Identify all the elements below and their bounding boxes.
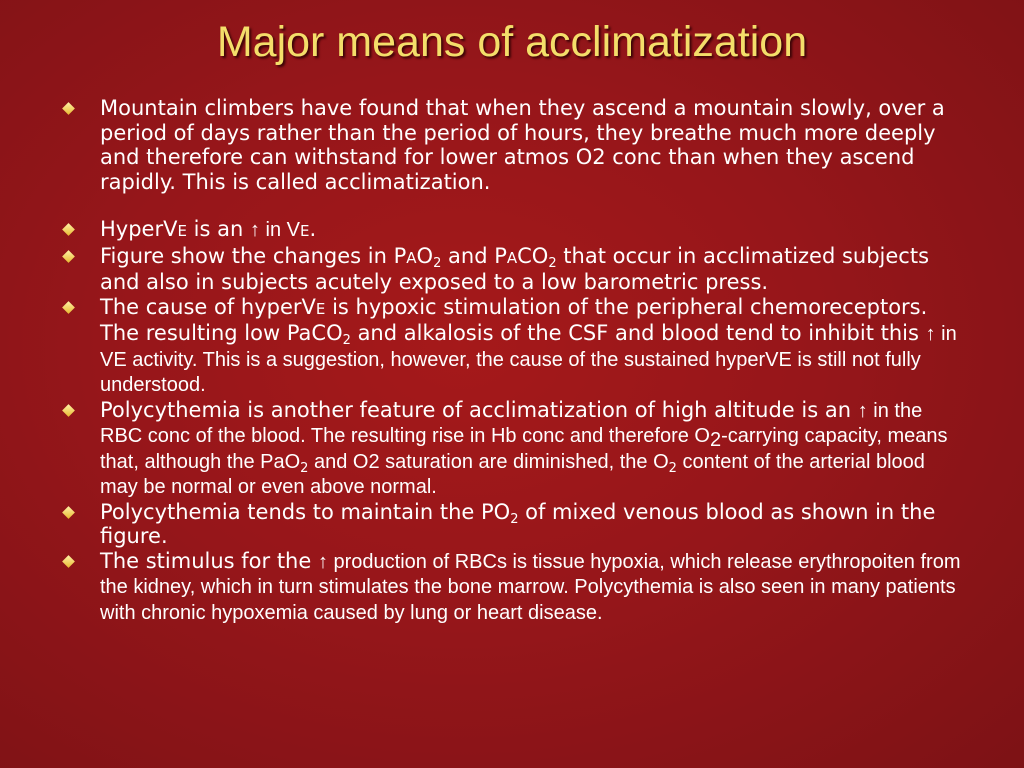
list-item: Figure show the changes in $PAO_2$ and $PACO_2$ that occur in acclimatized subjects and also in subjects acutely exposed to a low barometric press. [64,244,964,295]
list-item: Mountain climbers have found that when they ascend a mountain slowly, over a period of days rather than the period of hours, they breathe much more deeply and therefore can withstand for lower atmos O2 conc than when they ascend rapidly. This is called acclimatization. [64,96,964,194]
diamond-bullet-icon [62,102,75,115]
list-item: Polycythemia tends to maintain the $PO_2$ of mixed venous blood as shown in the figure. [64,500,964,549]
diamond-bullet-icon [62,223,75,236]
diamond-bullet-icon [62,555,75,568]
list-item: The cause of hyperVE is hypoxic stimulation of the peripheral chemoreceptors. The resulting low PaCO$_2$ and alkalosis of the CSF and blood tend to inhibit this ↑ in VE activity. This is a suggestion, however, the cause of the sustained hyperVE is still not fully understood. [64,295,964,398]
diamond-bullet-icon [62,301,75,314]
diamond-bullet-icon [62,506,75,519]
list-item: HyperVE is an ↑ in VE. [64,217,964,244]
slide-title: Major means of acclimatization [216,18,808,66]
list-item: Polycythemia is another feature of acclimatization of high altitude is an ↑ in the RBC conc of the blood. The resulting rise in Hb conc and therefore $O_2$-carrying capacity, means that, although the PaO$_2$ and O2 saturation are diminished, the $O_2$ content of the arterial blood may be normal or even above normal. [64,398,964,500]
list-item: The stimulus for the ↑ production of RBCs is tissue hypoxia, which release erythropoiten from the kidney, which in turn stimulates the bone marrow. Polycythemia is also seen in many patients with chronic hypoxemia caused by lung or heart disease. [64,549,964,626]
diamond-bullet-icon [62,404,75,417]
diamond-bullet-icon [62,250,75,263]
bullet-list [64,96,964,625]
